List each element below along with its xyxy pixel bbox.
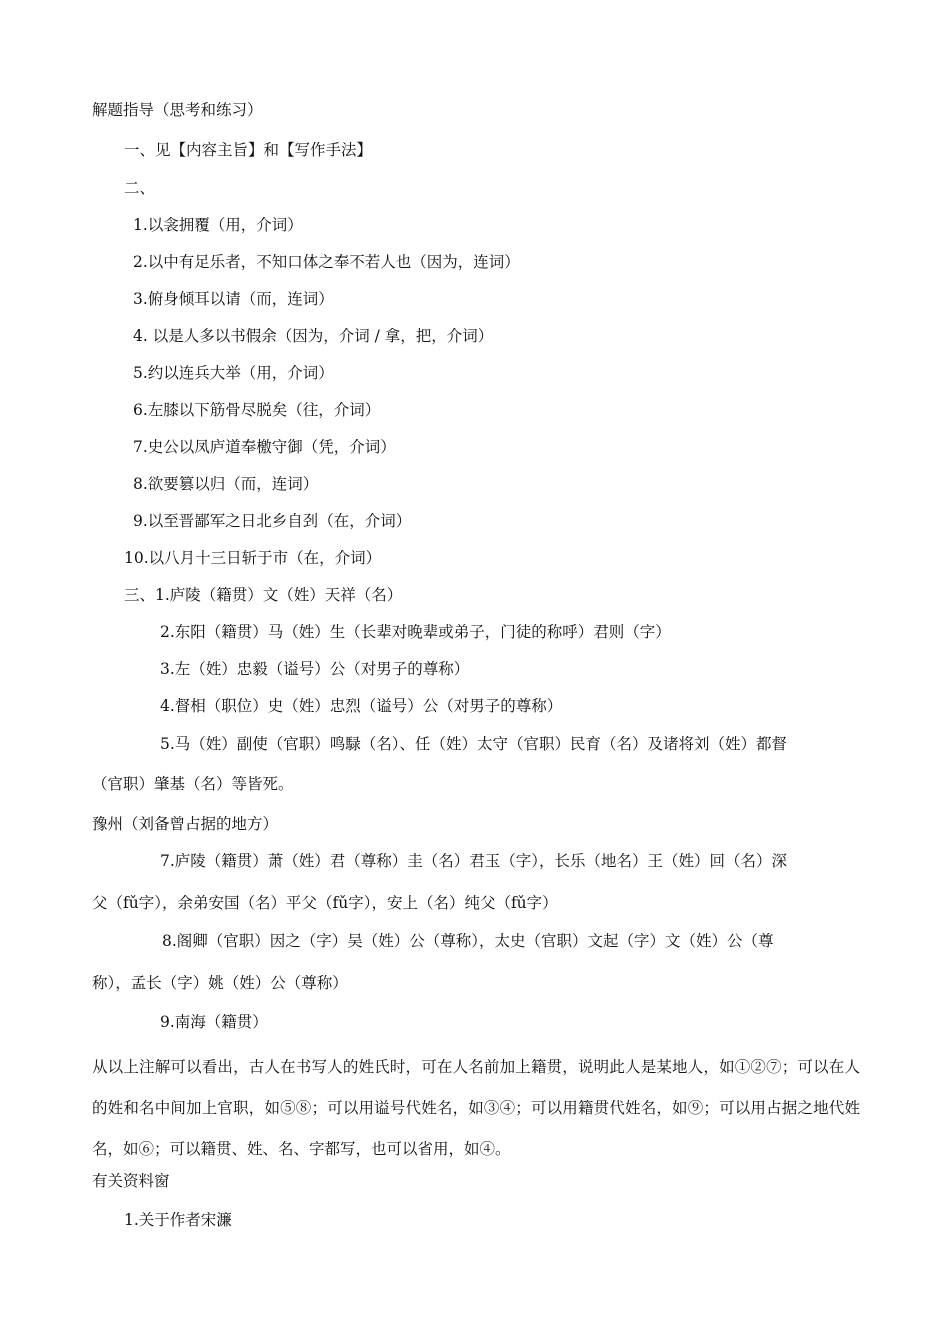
- question-3-item-2: 2.东阳（籍贯）马（姓）生（长辈对晚辈或弟子，门徒的称呼）君则（字）: [160, 623, 671, 641]
- section-heading: 解题指导（思考和练习）: [92, 101, 263, 119]
- summary-paragraph: 从以上注解可以看出，古人在书写人的姓氏时，可在人名前加上籍贯，说明此人是某地人，如①②⑦；可以在人的姓和名中间加上官职，如⑤⑧；可以用谥号代姓名，如③④；可以用籍贯代姓名，如⑨；可以用占据之地代姓名，如⑥；可以籍贯、姓、名、字都写，也可以省用，如④。: [92, 1058, 860, 1158]
- question-3-item-7-line-2: 父（fǔ字），余弟安国（名）平父（fǔ字），安上（名）纯父（fǔ字）: [92, 894, 558, 912]
- question-3-item-5-line-1: 5.马（姓）副使（官职）鸣騄（名）、任（姓）太守（官职）民育（名）及诸将刘（姓）都督: [160, 735, 788, 753]
- list-item: 6.左膝以下筋骨尽脱矣（往，介词）: [133, 401, 381, 419]
- question-3-item-4: 4.督相（职位）史（姓）忠烈（谥号）公（对男子的尊称）: [160, 697, 563, 715]
- question-3-item-9: 9.南海（籍贯）: [160, 1013, 268, 1031]
- question-3-item-5-line-2: （官职）肇基（名）等皆死。: [92, 775, 294, 793]
- question-2-label: 二、: [124, 179, 156, 197]
- question-3-item-6: 豫州（刘备曾占据的地方）: [92, 815, 279, 833]
- list-item: 5.约以连兵大举（用，介词）: [133, 364, 334, 382]
- list-item: 2.以中有足乐者，不知口体之奉不若人也（因为，连词）: [133, 253, 520, 271]
- list-item: 8.欲要篡以归（而，连词）: [133, 475, 319, 493]
- list-item: 4. 以是人多以书假余（因为，介词 / 拿，把，介词）: [133, 327, 494, 345]
- materials-item: 1.关于作者宋濂: [124, 1211, 232, 1229]
- list-item: 3.俯身倾耳以请（而，连词）: [133, 290, 334, 308]
- list-item: 10.以八月十三日斩于市（在，介词）: [124, 549, 382, 567]
- question-3-item-8-line-1: 8.阁卿（官职）因之（字）吴（姓）公（尊称），太史（官职）文起（字）文（姓）公（尊: [162, 932, 774, 950]
- question-3-item-8-line-2: 称），孟长（字）姚（姓）公（尊称）: [92, 974, 348, 992]
- materials-heading: 有关资料窗: [92, 1172, 170, 1190]
- question-3-item-7-line-1: 7.庐陵（籍贯）萧（姓）君（尊称）圭（名）君玉（字），长乐（地名）王（姓）回（名）深: [160, 852, 788, 870]
- list-item: 9.以至晋鄙军之日北乡自刭（在，介词）: [133, 512, 412, 530]
- question-3-item-3: 3.左（姓）忠毅（谥号）公（对男子的尊称）: [160, 660, 470, 678]
- question-3-item-1: 三、1.庐陵（籍贯）文（姓）天祥（名）: [124, 586, 403, 604]
- question-1: 一、见【内容主旨】和【写作手法】: [124, 141, 373, 159]
- list-item: 7.史公以凤庐道奉檄守御（凭，介词）: [133, 438, 396, 456]
- list-item: 1.以衾拥覆（用，介词）: [133, 216, 303, 234]
